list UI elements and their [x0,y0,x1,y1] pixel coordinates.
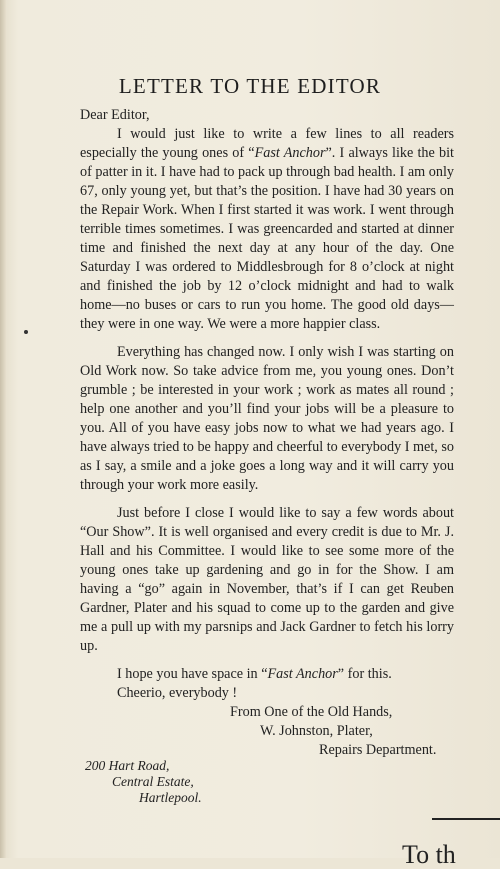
paragraph-4 [80,665,454,684]
salutation: Dear Editor, [80,107,150,123]
paragraph-4-text-b: ” for this. [337,666,392,682]
paragraph-1-text-a: I would just like to write a few lines to all readers especially the young ones of “ [80,126,454,161]
closing: Cheerio, everybody ! [117,685,238,701]
paragraph-1-publication-name: Fast Anchor [254,145,326,161]
address-line-2: Central Estate, [112,774,194,789]
page-speck [24,330,28,334]
section-divider [432,818,500,820]
paragraph-2: Everything has changed now. I only wish I was starting on Old Work now. So take advice from me, you young ones. Don’t grumble ; be interested in your work ; work as mates all round ; help one another and you’ll find your jobs will be a pleasure to you. All of you have easy jobs now to what we had years ago. I have always tried to be happy and cheerful to everybody I met, so as I say, a smile and a joke goes a long way and it will carry you through your work more easily. [80,344,454,493]
paragraph-3: Just before I close I would like to say a few words about “Our Show”. It is well organised and every credit is due to Mr. J. Hall and his Committee. I would like to see some more of the young ones take up gardening and go in for the Show. I am having a “go” again in November, that’s if I can get Reuben Gardner, Plater and his squad to come up to the garden and give me a pull up with my parsnips and Jack Gardner to fetch his lorry up. [80,505,454,654]
paragraph-4-text-a: I hope you have space in “ [117,666,268,682]
sender-address [85,758,202,806]
signature-line-2: W. Johnston, Plater, [260,723,373,739]
address-line-3: Hartlepool. [139,790,202,805]
page-fold-shadow [0,0,6,858]
address-line-1: 200 Hart Road, [85,758,170,773]
paragraph-1-text-b: ”. I always like the bit of patter in it. I have had to pack up through bad health. I am only 67, only young yet, but that’s the position. I have had 30 years on the Repair Work. When I first started it was work. I went through terrible times sometimes. I was greencarded and started at dinner time and finished the next day at any hour of the day. One Saturday I was ordered to Middlesbrough for 8 o’clock at night and finished the job by 12 o’clock midnight and had to walk home—no buses or cars to run you home. The good old days—they were in one way. We were a more happier class. [80,145,454,332]
page-title: LETTER TO THE EDITOR [118,74,382,98]
paragraph-4-publication-name: Fast Anchor [267,666,338,682]
letter-body [80,106,454,760]
signature-line-3: Repairs Department. [319,742,437,758]
signature-line-1: From One of the Old Hands, [230,704,393,720]
paragraph-1 [80,125,454,334]
next-article-heading: To th [402,840,456,869]
